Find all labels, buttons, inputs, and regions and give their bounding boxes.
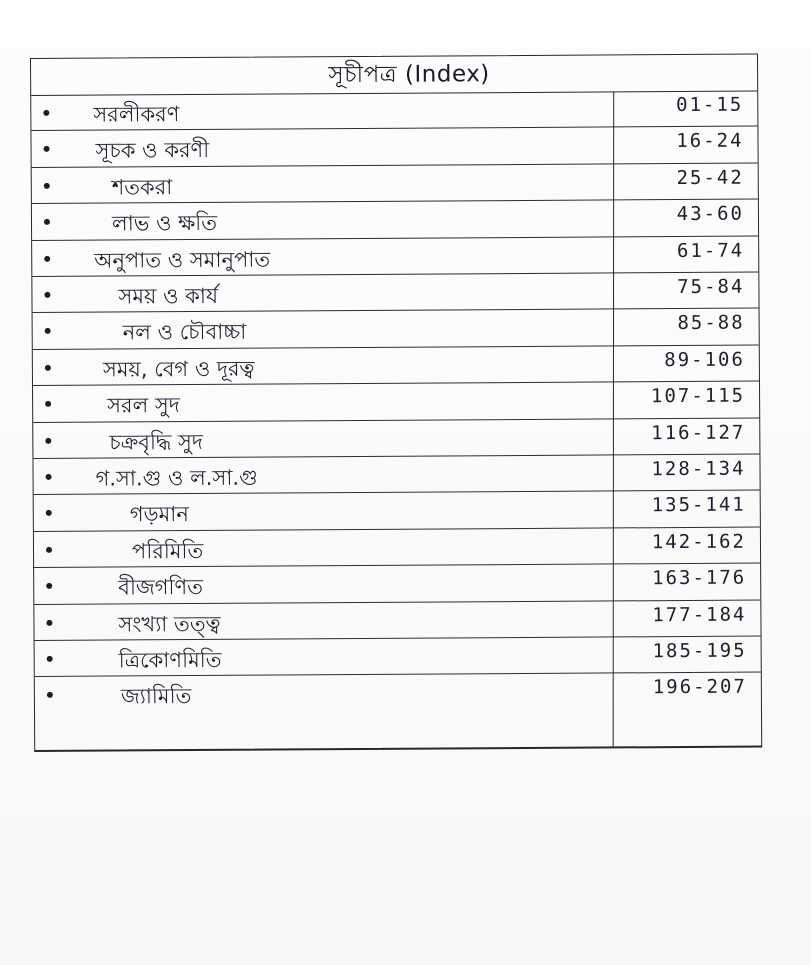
topic-name: গড়মান xyxy=(129,502,189,527)
topic-name: সরল সুদ xyxy=(107,393,180,418)
topic-name: সূচক ও করণী xyxy=(95,138,210,163)
topic-name: জ্যামিতি xyxy=(120,684,192,709)
topic-name: বীজগণিত xyxy=(118,575,204,600)
bullet-icon xyxy=(46,547,52,553)
bullet-icon xyxy=(45,365,51,371)
index-row xyxy=(32,273,758,314)
topic-name: লাভ ও ক্ষতি xyxy=(111,211,218,236)
index-row xyxy=(31,91,757,132)
bullet-icon xyxy=(44,146,50,152)
page-range: 185-195 xyxy=(652,639,747,663)
page-range: 116-127 xyxy=(651,421,746,444)
page-range: 89-106 xyxy=(664,348,745,371)
bullet-icon xyxy=(43,110,49,116)
page-range: 163-176 xyxy=(652,566,747,590)
bullet-icon xyxy=(46,619,52,625)
page-range: 25-42 xyxy=(676,166,744,189)
page-range: 128-134 xyxy=(651,457,746,481)
page-range: 16-24 xyxy=(676,130,744,153)
bullet-icon xyxy=(44,183,50,189)
bullet-icon xyxy=(44,219,50,225)
index-row xyxy=(35,673,761,714)
index-row xyxy=(31,127,757,168)
page-range: 75-84 xyxy=(677,275,745,299)
bullet-icon xyxy=(45,437,51,443)
page-range: 196-207 xyxy=(652,676,747,699)
index-row xyxy=(32,200,758,241)
topic-name: নল ও চৌবাচ্চা xyxy=(122,320,247,345)
page-range: 43-60 xyxy=(676,202,745,226)
page-range: 01-15 xyxy=(676,93,744,117)
index-row xyxy=(34,491,760,532)
index-row xyxy=(32,236,758,277)
bullet-icon xyxy=(46,474,52,480)
topic-name: পরিমিতি xyxy=(131,538,204,564)
bullet-icon xyxy=(47,692,53,698)
topic-name: গ.সা.গু ও ল.সা.গু xyxy=(95,465,258,491)
topic-name: সময় ও কার্য xyxy=(118,283,219,309)
index-row xyxy=(33,309,759,350)
topic-name: সময়, বেগ ও দূরত্ব xyxy=(102,356,255,382)
index-row xyxy=(34,600,760,641)
bullet-icon xyxy=(47,656,53,662)
page-range: 135-141 xyxy=(651,494,746,517)
topic-name: অনুপাত ও সমানুপাত xyxy=(94,247,271,273)
page-title: সূচীপত্র (Index) xyxy=(328,60,490,88)
topic-name: শতকরা xyxy=(111,174,173,200)
index-row xyxy=(33,455,759,496)
bullet-icon xyxy=(45,328,51,334)
index-row xyxy=(32,163,758,204)
page-range: 177-184 xyxy=(652,603,747,626)
topic-name: ত্রিকোণমিতি xyxy=(118,647,222,673)
index-table xyxy=(30,54,762,752)
topic-name: সরলীকরণ xyxy=(93,102,180,127)
bullet-icon xyxy=(46,583,52,589)
index-row xyxy=(35,637,761,678)
page-range: 107-115 xyxy=(650,384,746,408)
page-range: 85-88 xyxy=(677,312,745,335)
index-row xyxy=(33,345,759,386)
index-row xyxy=(33,382,759,423)
index-row xyxy=(34,564,760,605)
title-row xyxy=(31,55,757,96)
topic-name: সংখ্যা তত্ত্ব xyxy=(118,611,221,637)
page-range: 61-74 xyxy=(676,239,745,262)
bullet-icon xyxy=(44,292,50,298)
page-range: 142-162 xyxy=(651,530,747,554)
bullet-icon xyxy=(44,255,50,261)
index-row xyxy=(34,527,760,568)
bullet-icon xyxy=(46,510,52,516)
bullet-icon xyxy=(45,401,51,407)
index-row xyxy=(33,418,759,459)
topic-name: চক্রবৃদ্ধি সুদ xyxy=(109,429,203,455)
